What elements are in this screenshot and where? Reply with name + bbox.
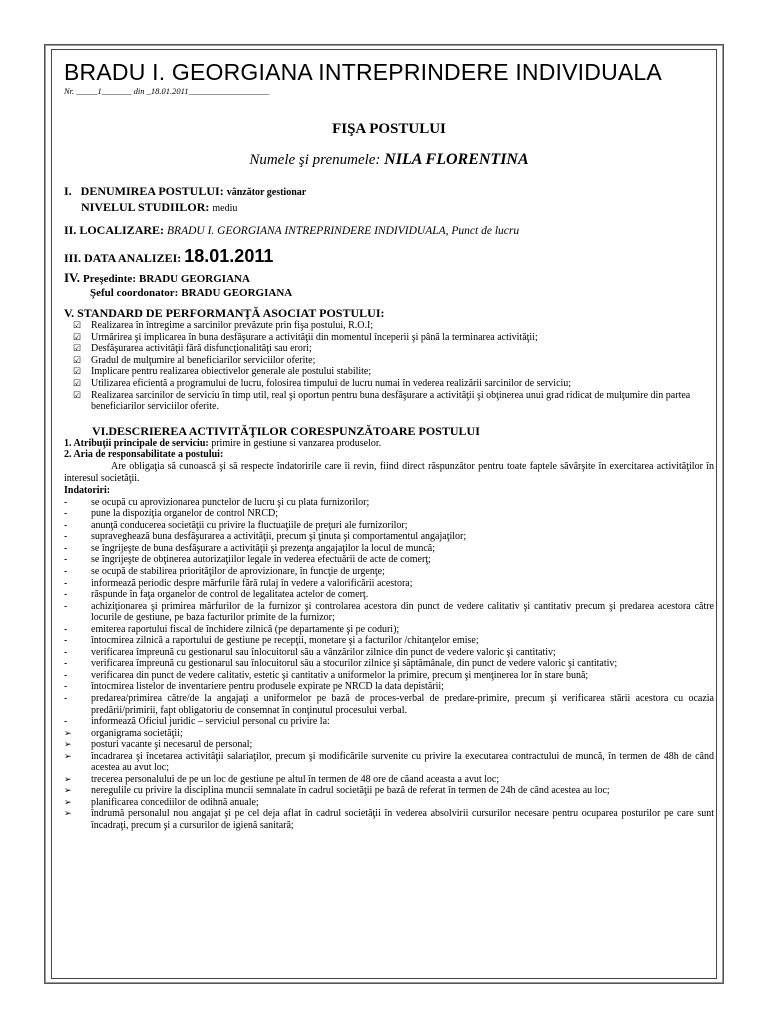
duty-item-text: informează Oficiul juridic – serviciul personal cu privire la:	[91, 716, 330, 728]
sub-item-text: planificarea concediilor de odihnă anuale;	[91, 796, 259, 808]
person-label: Numele şi prenumele:	[249, 152, 381, 168]
section-4	[64, 271, 714, 299]
duty-item-text: achiziţionarea şi primirea mărfurilor de la furnizor şi controlarea acestora din punct de vedere calitativ şi cantitativ precum şi predarea acestora către locurile de gestiune, pe baza facturilor primite de la furnizor;	[91, 600, 714, 624]
dash-marker: -	[64, 577, 68, 589]
performance-item	[64, 320, 714, 332]
duty-item-text: anunţă conducerea societăţii cu privire la fluctuaţiile de preţuri ale furnizorilor;	[91, 519, 408, 531]
performance-item-text: Urmărirea şi implicarea în buna desfăşurare a activităţii din momentul începerii şi până la terminarea activităţii;	[91, 331, 538, 343]
duty-item-text: emiterea raportului fiscal de închidere zilnică (pe departamente şi pe coduri);	[91, 623, 400, 635]
sub-item	[64, 808, 714, 831]
pres-value: BRADU GEORGIANA	[138, 273, 250, 285]
performance-item-text: Realizarea în întregime a sarcinilor prevăzute prin fişa postului, R.O.I;	[91, 320, 374, 331]
duty-item	[64, 635, 714, 647]
sub-item	[64, 774, 714, 786]
checkbox-icon: ☑	[73, 343, 82, 354]
duty-item-text: informează periodic despre mărfurile fără rulaj în vedere a valorificării acestora;	[91, 577, 413, 589]
duty-item-text: supraveghează buna desfăşurarea a activităţii, precum şi ţinuta şi comportamentul angajaţilor;	[91, 531, 467, 543]
dash-marker: -	[64, 716, 68, 728]
dash-marker: -	[64, 542, 68, 554]
arrow-icon: ➢	[64, 796, 72, 807]
duty-item-text: verificarea împreună cu gestionarul sau înlocuitorul său a vânzărilor zilnice din punct de vedere valoric şi cantitativ;	[91, 646, 556, 658]
studies-value: mediu	[212, 203, 238, 214]
duty-item-text: se îngrijeşte de obţinerea autorizaţiilor legale în vederea efectuării de acte de comerţ;	[91, 554, 431, 566]
duty-item	[64, 566, 714, 578]
document-content	[64, 58, 714, 832]
sec5-heading: V. STANDARD DE PERFORMANŢĂ ASOCIAT POSTULUI:	[64, 306, 385, 320]
dash-marker: -	[64, 646, 68, 658]
dash-marker: -	[64, 589, 68, 601]
resp-text: Are obligaţia să cunoască şi să respecte îndatoririle care îi revin, fiind direct răspunzător pentru toate faptele săvârşite în exercitarea activităţilor în interesul societăţii.	[64, 460, 714, 484]
arrow-icon: ➢	[64, 727, 72, 738]
duty-item-text: întocmirea listelor de inventariere pentru produsele expirate pe NRCD la data depistării;	[91, 681, 444, 693]
sub-item-text: posturi vacante şi necesarul de personal;	[91, 739, 253, 751]
arrow-icon: ➢	[64, 773, 72, 784]
sub-item-text: trecerea personalului de pe un loc de gestiune pe altul în termen de 48 ore de căand aceasta a avut loc;	[91, 773, 500, 785]
duty-item	[64, 578, 714, 590]
sub-item	[64, 739, 714, 751]
checkbox-icon: ☑	[73, 320, 82, 330]
checkbox-icon: ☑	[73, 389, 82, 400]
sub-item-text: încadrarea şi încetarea activităţii salariaţilor, precum şi modificările survenite cu privire la executarea contractului de muncă, în termen de 48h de când acestea au avut loc;	[91, 750, 714, 774]
duties-list	[64, 497, 714, 728]
duty-item-text: verificarea împreună cu gestionarul sau înlocuitorul său a stocurilor zilnice şi săptămânale, din punct de vedere valoric şi cantitativ;	[91, 658, 618, 670]
duty-item-text: întocmirea zilnică a raportului de gestiune pe recepţii, monetare şi a facturilor /chitanţelor emise;	[91, 635, 479, 647]
duty-item	[64, 554, 714, 566]
sec3-value: 18.01.2011	[184, 246, 274, 266]
dash-marker: -	[64, 658, 68, 670]
attr-label: 1. Atribuţii principale de serviciu:	[64, 437, 209, 449]
dash-marker: -	[64, 519, 68, 531]
duty-item	[64, 601, 714, 624]
checkbox-icon: ☑	[73, 377, 82, 388]
performance-item-text: Gradul de mulţumire al beneficiarilor serviciilor oferite;	[91, 354, 316, 366]
performance-item-text: Realizarea sarcinilor de serviciu în timp util, real şi oportun pentru buna desfăşurare a activităţii şi obţinerea unui grad ridicat de mulţumire din partea beneficiarilor serviciilor oferite.	[91, 389, 691, 413]
dash-marker: -	[64, 635, 68, 647]
checkbox-icon: ☑	[73, 354, 82, 365]
sub-item	[64, 728, 714, 740]
duty-item	[64, 497, 714, 509]
duty-item	[64, 716, 714, 728]
arrow-icon: ➢	[64, 785, 72, 796]
sec6-heading: VI.DESCRIEREA ACTIVITĂŢILOR CORESPUNZĂTOARE POSTULUI	[92, 423, 480, 438]
duty-item-text: se îngrijeşte de buna desfăşurare a activităţii şi prezenţa angajaţilor la locul de muncă;	[91, 542, 436, 554]
section-2	[64, 223, 714, 238]
duty-item	[64, 543, 714, 555]
duties-label: Indatoriri:	[64, 485, 111, 497]
duty-item-text: se ocupă de stabilirea priorităţilor de aprovizionare, în funcţie de urgenţe;	[91, 566, 385, 577]
resp-label: 2. Aria de responsabilitate a postului:	[64, 449, 224, 461]
performance-item-text: Desfăşurarea activităţii fără disfuncţionalităţi sau erori;	[91, 343, 312, 355]
duty-item-text: predarea/primirea către/de la angajaţi a uniformelor pe bază de proces-verbal de predare-primire, precum şi verificarea stării acestora cu ocazia predării/primirii, fapt obligatoriu de consemnat în conţinutul procesului verbal.	[91, 693, 714, 716]
performance-item	[64, 378, 714, 390]
sec1-num: I.	[64, 184, 72, 198]
sec1-label: DENUMIREA POSTULUI:	[80, 184, 224, 198]
sec2-value: BRADU I. GEORGIANA INTREPRINDERE INDIVIDUALA, Punct de lucru	[167, 225, 520, 237]
document-number: Nr. _____1_______ din _18.01.2011___________________	[64, 86, 270, 96]
sub-item-text: neregulile cu privire la disciplina muncii semnalate în cadrul societăţii pe bază de referat în termen de 24h de când acestea au loc;	[91, 785, 610, 797]
coord-value: BRADU GEORGIANA	[181, 287, 293, 299]
duty-item	[64, 624, 714, 636]
duty-item-text: verificarea din punct de vedere calitativ, estetic şi cantitativ a uniformelor la primire, precum şi menţinerea lor în stare bună;	[91, 669, 589, 681]
sec1-value: vânzător gestionar	[226, 187, 307, 198]
studies-label: NIVELUL STUDIILOR:	[81, 200, 210, 214]
dash-marker: -	[64, 600, 68, 612]
checkbox-icon: ☑	[73, 366, 82, 377]
person-name: NILA FLORENTINA	[384, 151, 529, 168]
sub-list	[64, 728, 714, 832]
dash-marker: -	[64, 681, 68, 693]
performance-list	[64, 320, 714, 413]
dash-marker: -	[64, 623, 68, 635]
performance-item	[64, 355, 714, 367]
dash-marker: -	[64, 566, 68, 577]
checkbox-icon: ☑	[73, 331, 82, 342]
document-title: FIŞA POSTULUI	[332, 121, 446, 137]
pres-label: Preşedinte:	[83, 273, 136, 285]
performance-item	[64, 343, 714, 355]
arrow-icon: ➢	[64, 808, 72, 819]
sub-item	[64, 751, 714, 774]
duty-item	[64, 520, 714, 532]
section-3	[64, 246, 714, 268]
duty-item	[64, 589, 714, 601]
duty-item	[64, 670, 714, 682]
duty-item-text: răspunde în faţa organelor de control de legalitatea actelor de comerţ.	[91, 589, 369, 601]
sec3-label: III. DATA ANALIZEI:	[64, 251, 182, 265]
sec2-label: II. LOCALIZARE:	[64, 223, 165, 237]
arrow-icon: ➢	[64, 739, 72, 750]
duty-item	[64, 693, 714, 716]
duty-item	[64, 531, 714, 543]
duty-item	[64, 647, 714, 659]
dash-marker: -	[64, 496, 68, 508]
section-1	[64, 184, 714, 216]
sub-item	[64, 797, 714, 809]
coord-label: Şeful coordonator:	[90, 287, 179, 299]
performance-item	[64, 332, 714, 344]
dash-marker: -	[64, 508, 68, 520]
performance-item	[64, 366, 714, 378]
sub-item-text: organigrama societăţii;	[91, 727, 183, 739]
dash-marker: -	[64, 531, 68, 543]
performance-item-text: Utilizarea eficientă a programului de lucru, folosirea timpului de lucru numai în vederea realizării sarcinilor de serviciu;	[91, 377, 572, 389]
duty-item-text: pune la dispoziţia organelor de control NRCD;	[91, 508, 278, 520]
duty-item	[64, 508, 714, 520]
duty-item	[64, 658, 714, 670]
arrow-icon: ➢	[64, 750, 72, 761]
dash-marker: -	[64, 554, 68, 566]
performance-item-text: Implicare pentru realizarea obiectivelor generale ale postului stabilite;	[91, 366, 372, 378]
sub-item-text: îndrumă personalul nou angajat şi pe cel deja aflat în cadrul societăţii în vederea absolvirii cursurilor necesare pentru ocuparea posturilor pe care sunt încadraţi, precum şi a cursurilor de igienă sanitară;	[91, 808, 714, 832]
person-line	[64, 151, 714, 169]
performance-item	[64, 390, 714, 413]
dash-marker: -	[64, 693, 68, 705]
sec4-num: IV.	[64, 270, 81, 285]
dash-marker: -	[64, 669, 68, 681]
duty-item-text: se ocupă cu aprovizionarea punctelor de lucru şi cu plata furnizorilor;	[91, 496, 370, 508]
sub-item	[64, 785, 714, 797]
company-name: BRADU I. GEORGIANA INTREPRINDERE INDIVIDUALA	[64, 59, 662, 85]
duty-item	[64, 681, 714, 693]
attr-value: primire in gestiune si vanzarea produselor.	[211, 437, 382, 449]
